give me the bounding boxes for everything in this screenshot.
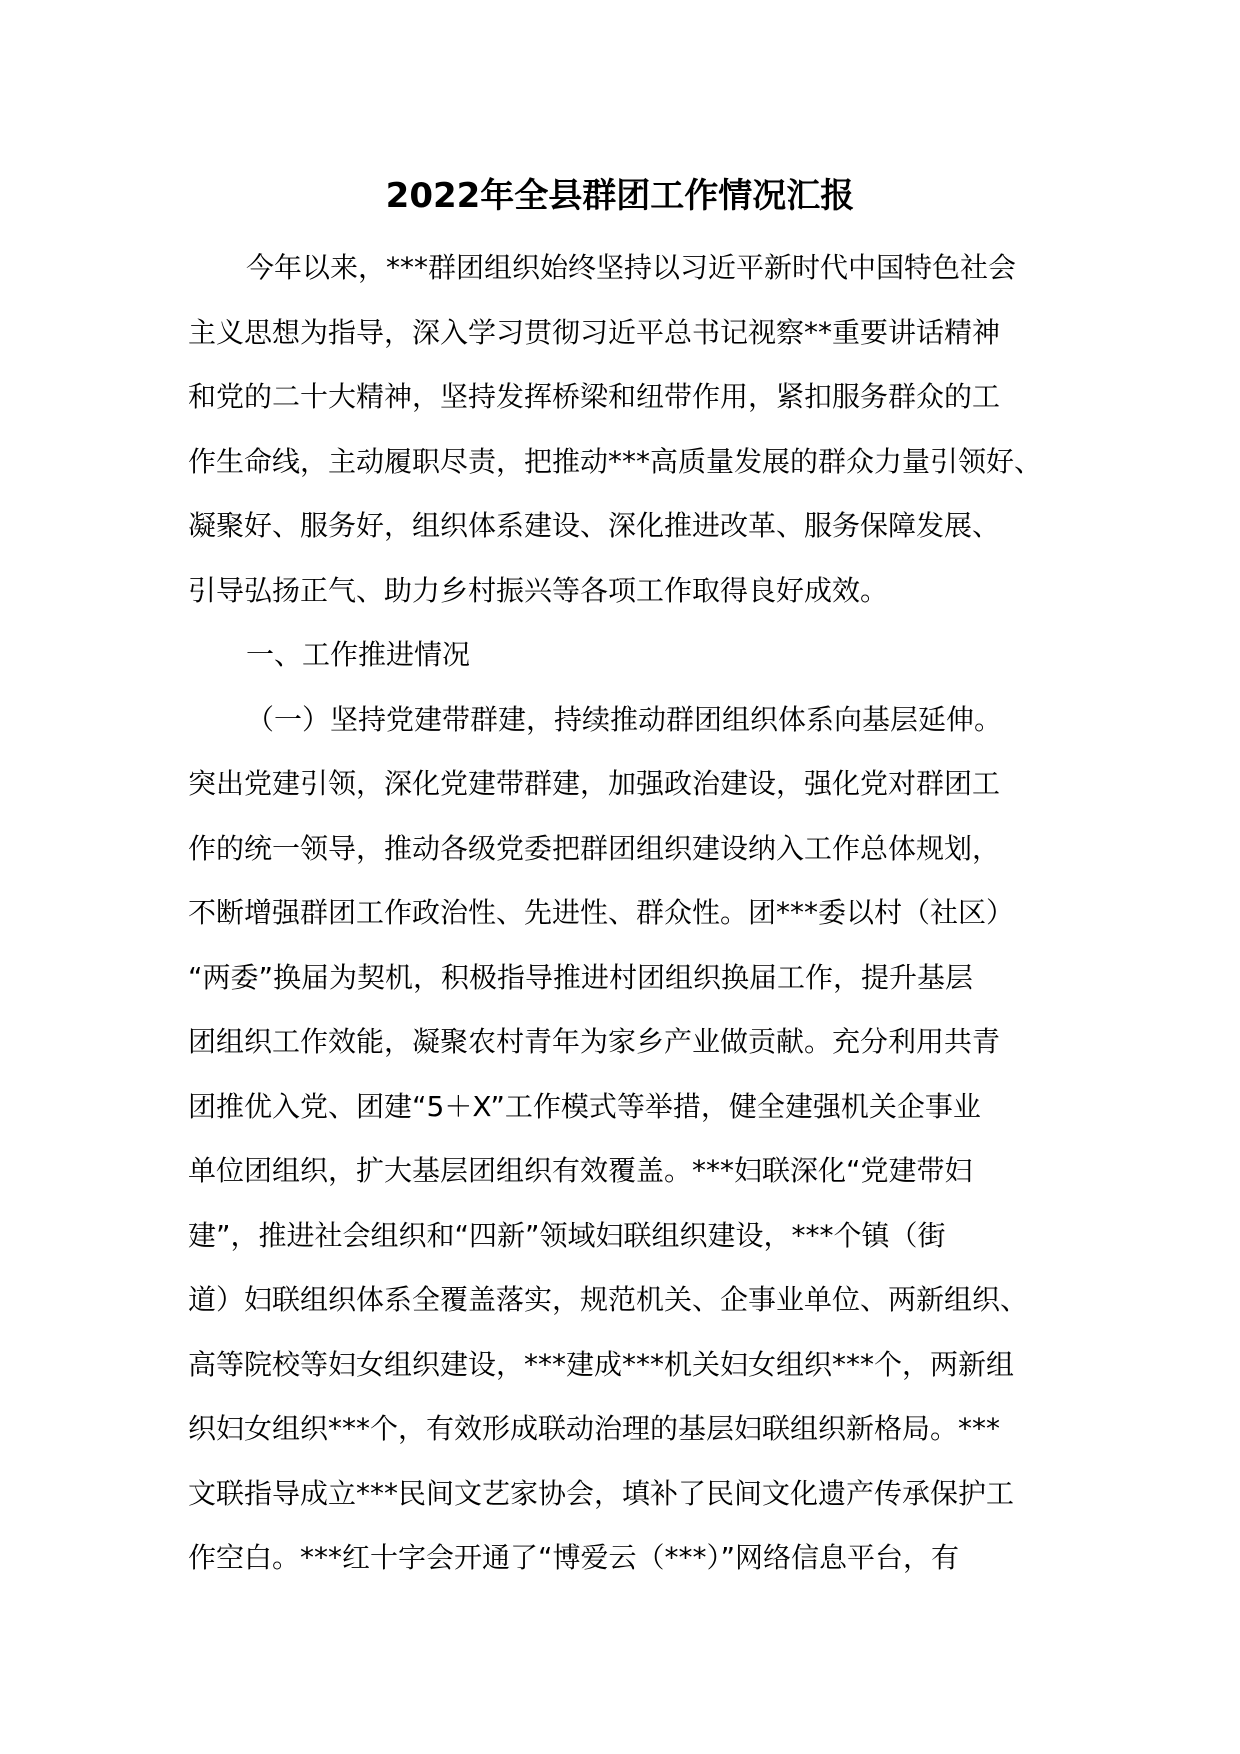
paragraph-1-line-3: 和党的二十大精神，坚持发挥桥梁和纽带作用，紧扣服务群众的工 — [188, 380, 1001, 413]
document-title: 2022年全县群团工作情况汇报 — [385, 176, 855, 216]
paragraph-2-line-8: 建”，推进社会组织和“四新”领域妇联组织建设，***个镇（街 — [188, 1218, 946, 1252]
paragraph-1-line-2: 主义思想为指导，深入学习贯彻习近平总书记视察**重要讲话精神 — [188, 315, 1001, 349]
paragraph-2-line-2: 作的统一领导，推动各级党委把群团组织建设纳入工作总体规划， — [188, 831, 1001, 865]
paragraph-1-line-6: 引导弘扬正气、助力乡村振兴等各项工作取得良好成效。 — [188, 573, 889, 607]
subsection-heading-1: （一）坚持党建带群建，持续推动群团组织体系向基层延伸。 — [246, 702, 1003, 736]
paragraph-2-line-1: 突出党建引领，深化党建带群建，加强政治建设，强化党对群团工 — [188, 767, 1001, 800]
paragraph-2-line-6: 团推优入党、团建“5＋X”工作模式等举措，健全建强机关企事业 — [188, 1089, 981, 1123]
document-body — [188, 236, 1068, 1591]
paragraph-1-line-5: 凝聚好、服务好，组织体系建设、深化推进改革、服务保障发展、 — [188, 509, 1001, 542]
paragraph-2-line-4: “两委”换届为契机，积极指导推进村团组织换届工作，提升基层 — [188, 960, 974, 994]
paragraph-2-line-5: 团组织工作效能，凝聚农村青年为家乡产业做贡献。充分利用共青 — [188, 1025, 1001, 1058]
paragraph-2-line-10: 高等院校等妇女组织建设，***建成***机关妇女组织***个，两新组 — [188, 1347, 1015, 1381]
paragraph-2-line-11: 织妇女组织***个，有效形成联动治理的基层妇联组织新格局。*** — [188, 1412, 1001, 1445]
paragraph-2-line-3: 不断增强群团工作政治性、先进性、群众性。团***委以村（社区） — [188, 896, 1015, 929]
paragraph-1-line-1: 今年以来，***群团组织始终坚持以习近平新时代中国特色社会 — [246, 251, 1017, 284]
paragraph-1-line-4: 作生命线，主动履职尽责，把推动***高质量发展的群众力量引领好、 — [188, 444, 1043, 478]
paragraph-2-line-13: 作空白。***红十字会开通了“博爱云（***）”网络信息平台，有 — [188, 1541, 960, 1574]
paragraph-2-line-12: 文联指导成立***民间文艺家协会，填补了民间文化遗产传承保护工 — [188, 1476, 1015, 1510]
paragraph-2-line-9: 道）妇联组织体系全覆盖落实，规范机关、企事业单位、两新组织、 — [188, 1283, 1029, 1316]
section-heading-1: 一、工作推进情况 — [246, 638, 471, 671]
paragraph-2-line-7: 单位团组织，扩大基层团组织有效覆盖。***妇联深化“党建带妇 — [188, 1154, 973, 1187]
